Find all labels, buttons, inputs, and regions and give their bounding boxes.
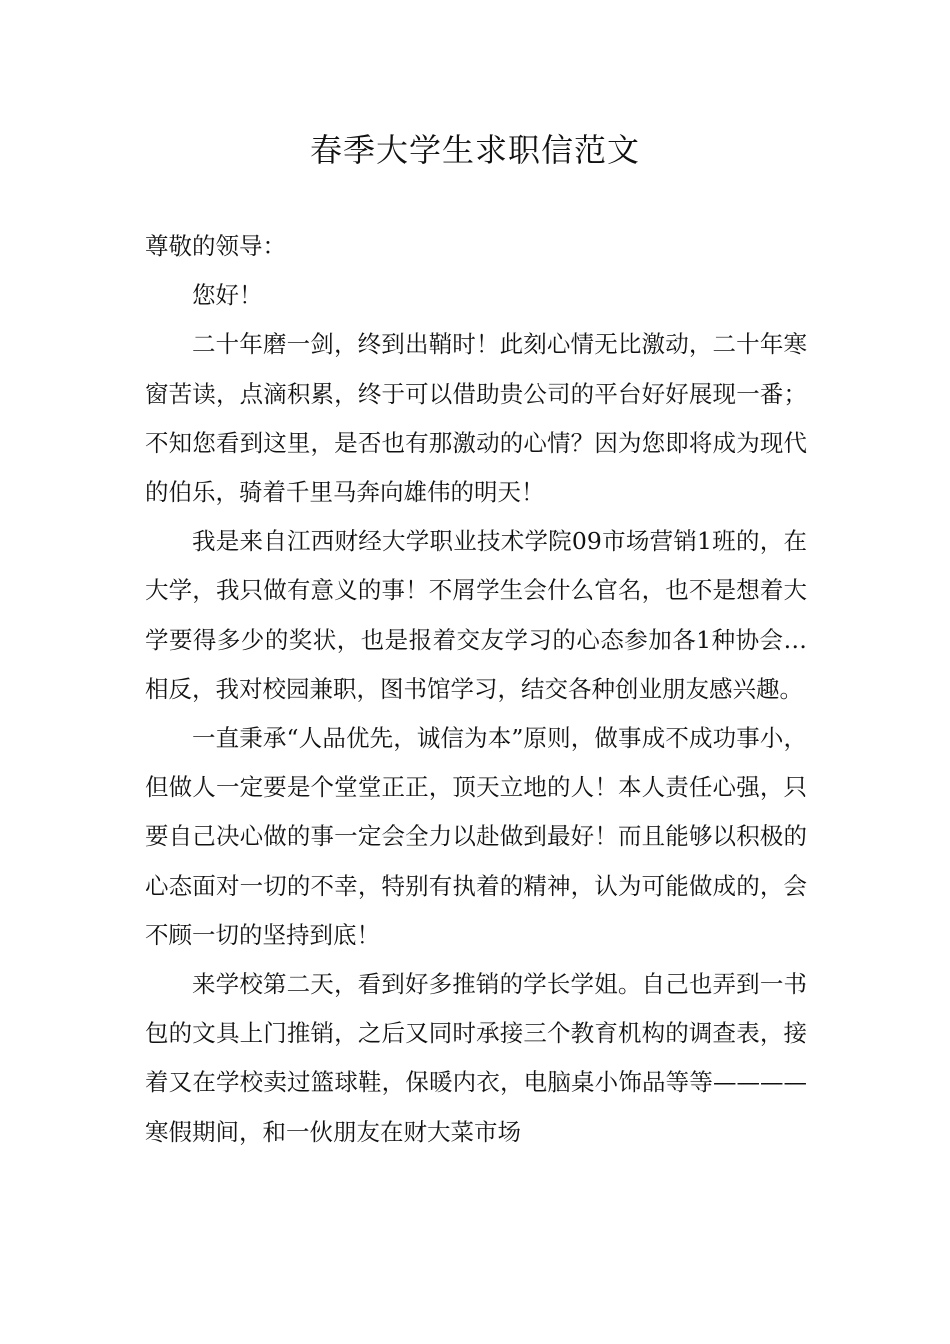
paragraph-character: 一直秉承“人品优先，诚信为本”原则，做事成不成功事小，但做人一定要是个堂堂正正，顶天立地的人！本人责任心强，只要自己决心做的事一定会全力以赴做到最好！而且能够以积极的心态面对一切的不幸，特别有执着的精神，认为可能做成的，会不顾一切的坚持到底！ [145,724,807,949]
paragraph-background: 我是来自江西财经大学职业技术学院09市场营销1班的，在大学，我只做有意义的事！不屑学生会什么官名，也不是想着大学要得多少的奖状，也是报着交友学习的心态参加各1种协会…相反，我对校园兼职，图书馆学习，结交各种创业朋友感兴趣。 [145,527,807,703]
paragraph-greeting: 您好！ [192,281,263,310]
paragraph-intro: 二十年磨一剑，终到出鞘时！此刻心情无比激动，二十年寒窗苦读，点滴积累，终于可以借助贵公司的平台好好展现一番；不知您看到这里，是否也有那激动的心情？因为您即将成为现代的伯乐，骑着千里马奔向雄伟的明天！ [145,330,807,507]
letter-body [145,222,807,1157]
document-title: 春季大学生求职信范文 [309,131,640,169]
paragraph-experience: 来学校第二天，看到好多推销的学长学姐。自己也弄到一书包的文具上门推销，之后又同时承接三个教育机构的调查表，接着又在学校卖过篮球鞋，保暖内衣，电脑桌小饰品等等————寒假期间，和一伙朋友在财大菜市场 [145,970,807,1146]
salutation: 尊敬的领导： [145,232,286,260]
